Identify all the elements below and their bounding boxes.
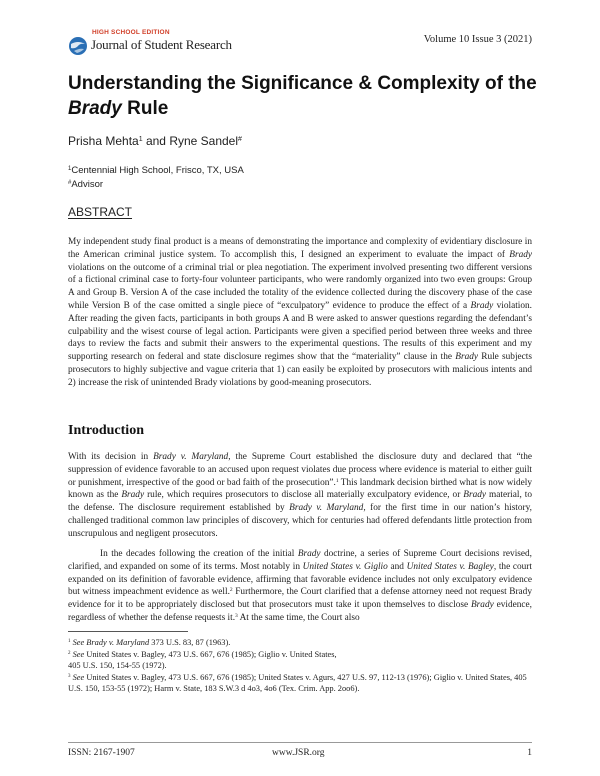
globe-icon [68, 36, 88, 56]
title-line1: Understanding the Significance & Complexity of the [68, 73, 537, 94]
intro1-text-1: With its decision in [68, 452, 154, 462]
logo-journal-name: Journal of Student Research [91, 37, 232, 52]
footnote-ref-3[interactable]: 3 [235, 612, 238, 619]
abstract-text-2: violations on the outcome of a criminal trial or plea negotiation. The experiment involved presenting two different versions of a fictional criminal case to forty-four volunteer participants, who were randomly organized into two even groups: Group A and Group B. Version A of the case included the totality of the evidence collected during the discovery phase of the case while Version B of the case omitted a single piece of “exculpatory” evidence to produce the effect of a [68, 262, 532, 311]
footer-url[interactable]: www.JSR.org [272, 748, 325, 758]
footnote-2 [68, 649, 532, 672]
abstract-italic-1: Brady [509, 249, 532, 260]
affiliation-2-text: Advisor [71, 179, 104, 190]
intro2-italic-2: United States v. Giglio [302, 561, 388, 572]
abstract-text-4: Rule subjects prosecutors to highly subjective and vague criteria that 1) can easily be exploited by prosecutors with malicious intents and 2) increase the risk of unintended Brady violations by good-meaning prosecutors. [68, 352, 532, 388]
abstract-heading: ABSTRACT [68, 205, 133, 219]
footnote-ref-2[interactable]: 2 [229, 587, 233, 594]
author-1-mark: 1 [138, 136, 143, 143]
affiliation-1-mark: 1 [68, 166, 72, 172]
intro1-text-2: , the Supreme Court established the disclosure duty and declared that “the suppression of evidence favorable to an accused upon request violates due process where evidence is material to either guilt or punishment, irrespective of the good or bad faith of the prosecution”. [68, 452, 533, 488]
footnote-divider [68, 631, 188, 632]
volume-issue: Volume 10 Issue 3 (2021) [423, 34, 532, 45]
abstract-text-1: My independent study final product is a means of demonstrating the importance and complexity of evidentiary disclosure in the American criminal justice system. To accomplish this, I designed an experiment to evaluate the impact of [68, 237, 532, 260]
intro2-text-4: , the court expanded on its definition of favorable evidence, affirming that favorable evidence includes not only exculpatory evidence but witness impeachment evidence as well. [68, 561, 532, 598]
page-number: 1 [527, 748, 532, 758]
intro2-text-5: Furthermore, the Court clarified that a defense attorney need not request Brady evidence for it to be appropriately disclosed but that prosecutors must take it upon themselves to disclose [68, 587, 532, 611]
intro2-text-6: evidence, regardless of whether the defense requests it. [68, 600, 532, 623]
intro1-text-3: This landmark decision birthed what is now widely known as the [68, 477, 532, 501]
affiliation-2-mark: # [68, 180, 72, 186]
intro1-italic-3: Brady [463, 490, 487, 501]
footnote-1-citation: See Brady v. Maryland [72, 638, 150, 647]
footnote-2-text-line2: 405 U.S. 150, 154-55 (1972). [68, 661, 167, 671]
intro2-text-3: and [387, 561, 407, 572]
intro1-text-5: material, to the defense. The disclosure requirement established by [68, 490, 532, 514]
introduction-heading: Introduction [68, 423, 144, 438]
footnote-2-mark: 2 [68, 650, 71, 656]
footnote-3-mark: 3 [68, 673, 71, 679]
abstract-text-3: violation. After reading the given facts, participants in both groups A and B were asked to answer questions regarding the defendant’s culpability and the wisest course of legal action. Participants were given a specified period between three weeks and three days to review the facts and submit their answers to the experimental questions. The results of this experiment and my supporting research on federal and state disclosure regimes show that the “materiality” clause in the [68, 300, 532, 363]
author-list [68, 134, 242, 148]
paper-title [68, 72, 538, 121]
logo-edition: HIGH SCHOOL EDITION [92, 29, 170, 36]
title-italic: Brady [68, 97, 122, 119]
affiliation-1-text: Centennial High School, Frisco, TX, USA [71, 165, 244, 176]
intro2-text-2: doctrine, a series of Supreme Court decisions revised, clarified, and expanded on some of its terms. Most notably in [68, 549, 532, 572]
footnote-1 [68, 637, 532, 649]
footnote-2-signal: See [72, 649, 85, 659]
footnote-3-text: United States v. Bagley, 473 U.S. 667, 676 (1985); United States v. Agurs, 427 U.S. 97, 112-13 (1976); Giglio v. United States, 405 U.S. 150, 153-55 (1972); Harm v. State, 183 S.W.3 d 4o3, 4o6 (Tex. Crim. App. 2oo6). [68, 672, 527, 694]
affiliation-1 [68, 165, 244, 176]
author-2: Ryne Sandel [169, 134, 239, 148]
intro2-text-7: At the same time, the Court also [237, 612, 360, 623]
author-2-mark: # [238, 136, 242, 143]
footnote-ref-1[interactable]: 1 [335, 477, 339, 484]
abstract-italic-3: Brady [455, 352, 478, 363]
footer-divider [68, 742, 532, 743]
introduction-paragraph-1 [68, 451, 532, 541]
abstract-italic-2: Brady [470, 300, 494, 311]
footer-issn: ISSN: 2167-1907 [68, 748, 135, 758]
intro2-italic-4: Brady [471, 600, 494, 611]
author-conjunction: and [142, 134, 170, 148]
footnote-3 [68, 672, 532, 695]
author-1: Prisha Mehta [68, 134, 139, 148]
footnote-1-text: 373 U.S. 83, 87 (1963). [149, 638, 231, 647]
abstract-paragraph [68, 236, 532, 390]
affiliation-2 [68, 179, 103, 190]
intro2-italic-1: Brady [297, 549, 321, 559]
intro2-italic-3: United States v. Bagley [406, 561, 494, 572]
intro1-italic-4: Brady v. Maryland [289, 503, 364, 514]
intro1-text-4: rule, which requires prosecutors to disclose all materially exculpatory evidence, or [144, 490, 464, 501]
intro1-text-6: , for the first time in our nation’s history, challenged traditional common law principles of discovery, which for centuries had offered defendants little protection from unscrupulous and negligent prosecutors. [68, 503, 533, 539]
introduction-paragraph-2 [68, 548, 532, 625]
footnotes [68, 637, 532, 695]
intro2-text-1: In the decades following the creation of the initial [100, 549, 298, 559]
intro1-italic-2: Brady [121, 490, 145, 501]
title-rest: Rule [121, 97, 169, 119]
footnote-2-text: United States v. Bagley, 473 U.S. 667, 676 (1985); Giglio v. United States, [84, 649, 337, 659]
footnote-1-mark: 1 [68, 639, 71, 644]
footnote-3-signal: See [72, 672, 85, 682]
intro1-italic-1: Brady v. Maryland [153, 452, 229, 462]
